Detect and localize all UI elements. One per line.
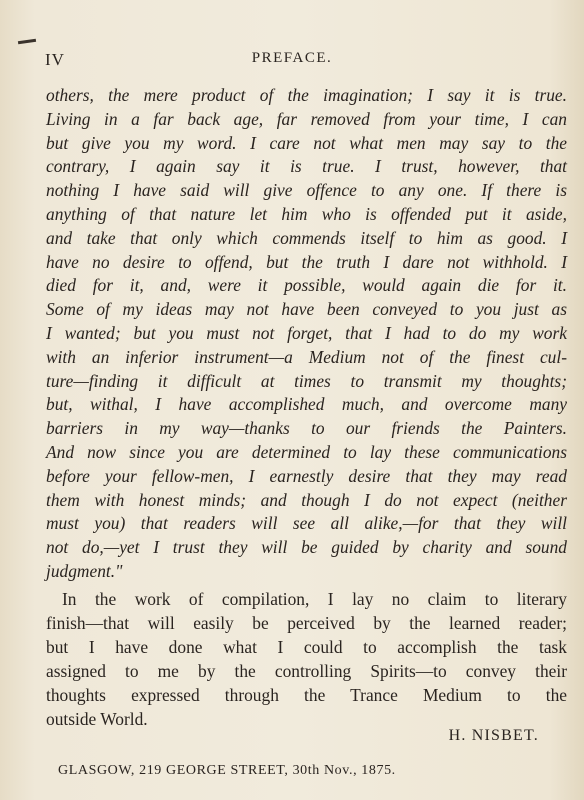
quoted-passage: [46, 84, 567, 584]
compilation-paragraph: [46, 588, 567, 731]
quote-line: And now since you are determined to lay these communications: [46, 441, 567, 462]
body-line: In the work of compilation, I lay no claim to literary: [62, 589, 567, 609]
quote-line: them with honest minds; and though I do not expect (neither: [46, 489, 567, 510]
quote-line: contrary, I again say it is true. I trust, however, that: [46, 156, 567, 177]
quote-line: not do,—yet I trust they will be guided by charity and sound: [46, 537, 567, 558]
quote-line: with an inferior instrument—a Medium not of the finest cul-: [46, 346, 567, 367]
body-line: assigned to me by the controlling Spirits—to convey their: [46, 660, 567, 681]
running-head: PREFACE.: [251, 50, 333, 66]
quote-line: but, withal, I have accomplished much, and overcome many: [46, 394, 567, 415]
body-line: but I have done what I could to accomplish the task: [46, 636, 567, 657]
signature: H. NISBET.: [448, 727, 539, 744]
quote-line: judgment.": [46, 560, 123, 581]
quote-line: Living in a far back age, far removed from your time, I can: [46, 108, 567, 129]
ink-mark: [18, 39, 36, 44]
quote-line: anything of that nature let him who is offended put it aside,: [46, 203, 567, 224]
quote-line: nothing I have said will give offence to any one. If there is: [46, 180, 567, 201]
body-line: thoughts expressed through the Trance Medium to the: [46, 684, 567, 705]
quote-line: I wanted; but you must not forget, that I had to do my work: [46, 322, 567, 343]
body-line: outside World.: [46, 708, 148, 729]
quote-line: have no desire to offend, but the truth I dare not withhold. I: [46, 251, 567, 272]
quote-line: Some of my ideas may not have been conveyed to you just as: [46, 299, 567, 320]
quote-line: but give you my word. I care not what men may say to the: [46, 132, 567, 153]
page-header: [45, 50, 539, 74]
quote-line: others, the mere product of the imagination; I say it is true.: [46, 85, 567, 105]
quote-line: ture—finding it difficult at times to transmit my thoughts;: [46, 370, 567, 391]
quote-line: must you) that readers will see all alike,—for that they will: [46, 513, 567, 534]
dateline: GLASGOW, 219 GEORGE STREET, 30th Nov., 1875.: [58, 763, 396, 778]
quote-line: before your fellow-men, I earnestly desire that they may read: [46, 465, 567, 486]
page-number: IV: [45, 50, 65, 69]
body-line: finish—that will easily be perceived by the learned reader;: [46, 612, 567, 633]
quote-line: and take that only which commends itself to him as good. I: [46, 227, 567, 248]
quote-line: died for it, and, were it possible, would again die for it.: [46, 275, 567, 296]
quote-line: barriers in my way—thanks to our friends the Painters.: [46, 418, 567, 439]
